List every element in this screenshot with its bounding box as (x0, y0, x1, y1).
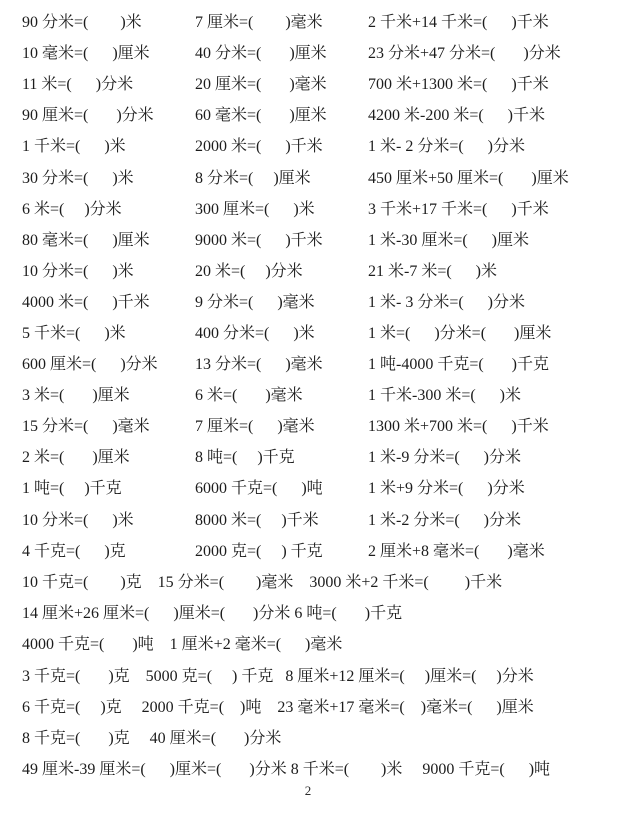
problem: 1 吨=( )千克 (22, 480, 122, 498)
problem: 2 厘米+8 毫米=( )毫米 (368, 542, 545, 560)
problem: 6 米=( )分米 (22, 200, 122, 218)
problem: 15 分米=( )毫米 (22, 418, 150, 436)
problem: 90 厘米=( )分米 (22, 107, 154, 125)
problem: 1300 米+700 米=( )千米 (368, 418, 549, 436)
problem: 60 毫米=( )厘米 (195, 107, 327, 125)
problem: 1 米+9 分米=( )分米 (368, 480, 525, 498)
problem: 3 千米+17 千米=( )千米 (368, 200, 549, 218)
problem: 8000 米=( )千米 (195, 511, 319, 529)
page-number: 2 (304, 783, 312, 798)
problem: 6 米=( )毫米 (195, 387, 303, 405)
problem: 4000 米=( )千米 (22, 293, 150, 311)
problem: 21 米-7 米=( )米 (368, 262, 498, 280)
problem: 7 厘米=( )毫米 (195, 14, 323, 32)
problem: 20 米=( )分米 (195, 262, 303, 280)
problem: 23 分米+47 分米=( )分米 (368, 45, 561, 63)
problem: 10 分米=( )米 (22, 511, 134, 529)
problem: 7 厘米=( )毫米 (195, 418, 315, 436)
problem: 2 米=( )厘米 (22, 449, 130, 467)
problem-line: 49 厘米-39 厘米=( )厘米=( )分米 8 千米=( )米 9000 千克=( )吨 (22, 761, 551, 779)
problem: 1 米=( )分米=( )厘米 (368, 324, 552, 342)
problem: 6000 千克=( )吨 (195, 480, 323, 498)
problem: 11 米=( )分米 (22, 76, 134, 94)
problem-line: 8 千克=( )克 40 厘米=( )分米 (22, 730, 282, 748)
problem: 450 厘米+50 厘米=( )厘米 (368, 169, 569, 187)
problem: 8 吨=( )千克 (195, 449, 295, 467)
problem: 9000 米=( )千米 (195, 231, 323, 249)
problem: 3 米=( )厘米 (22, 387, 130, 405)
problem: 700 米+1300 米=( )千米 (368, 76, 549, 94)
problem: 1 米-2 分米=( )分米 (368, 511, 522, 529)
problem: 1 米-30 厘米=( )厘米 (368, 231, 530, 249)
bottom-problem-lines (22, 567, 630, 786)
problem: 1 千米=( )米 (22, 138, 126, 156)
problem-line: 6 千克=( )克 2000 千克=( )吨 23 毫米+17 毫米=( )毫米=( )厘米 (22, 698, 534, 716)
problem: 80 毫米=( )厘米 (22, 231, 150, 249)
problem: 1 吨-4000 千克=( )千克 (368, 356, 550, 374)
problem: 1 千米-300 米=( )米 (368, 387, 522, 405)
problem: 600 厘米=( )分米 (22, 356, 158, 374)
problem: 5 千米=( )米 (22, 324, 126, 342)
problem-line: 4000 千克=( )吨 1 厘米+2 毫米=( )毫米 (22, 636, 343, 654)
problem-line: 3 千克=( )克 5000 克=( ) 千克 8 厘米+12 厘米=( )厘米=( )分米 (22, 667, 534, 685)
problem-line: 10 千克=( )克 15 分米=( )毫米 3000 米+2 千米=( )千米 (22, 573, 503, 591)
problem: 1 米- 3 分米=( )分米 (368, 293, 526, 311)
problem: 400 分米=( )米 (195, 324, 315, 342)
problem-line: 14 厘米+26 厘米=( )厘米=( )分米 6 吨=( )千克 (22, 604, 403, 622)
problem: 13 分米=( )毫米 (195, 356, 323, 374)
problem: 2 千米+14 千米=( )千米 (368, 14, 549, 32)
problem: 1 米- 2 分米=( )分米 (368, 138, 526, 156)
problem: 30 分米=( )米 (22, 169, 134, 187)
problem: 90 分米=( )米 (22, 14, 142, 32)
problem: 4 千克=( )克 (22, 542, 126, 560)
conversion-problems-grid (22, 5, 630, 565)
problem: 8 分米=( )厘米 (195, 169, 311, 187)
problem: 1 米-9 分米=( )分米 (368, 449, 522, 467)
problem: 40 分米=( )厘米 (195, 45, 327, 63)
problem: 10 分米=( )米 (22, 262, 134, 280)
problem: 10 毫米=( )厘米 (22, 45, 150, 63)
problem: 2000 米=( )千米 (195, 138, 323, 156)
problem: 2000 克=( ) 千克 (195, 542, 323, 560)
problem: 20 厘米=( )毫米 (195, 76, 327, 94)
problem: 9 分米=( )毫米 (195, 293, 315, 311)
problem: 300 厘米=( )米 (195, 200, 315, 218)
problem: 4200 米-200 米=( )千米 (368, 107, 546, 125)
